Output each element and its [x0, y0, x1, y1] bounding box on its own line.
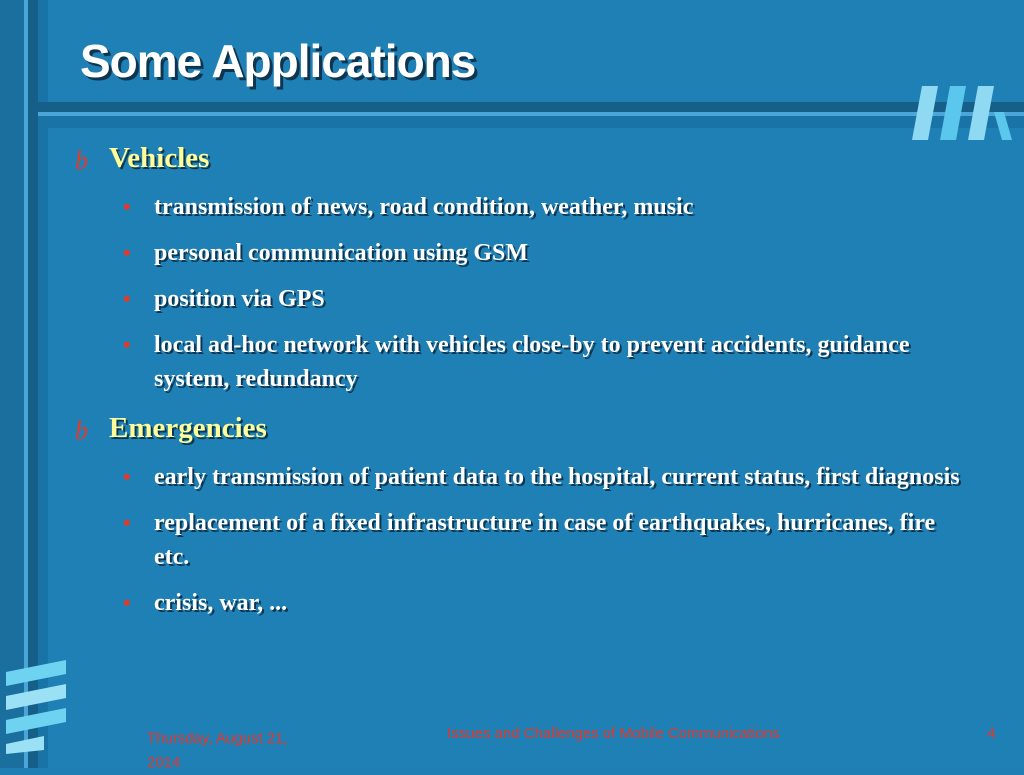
frame-top-bar — [38, 116, 1024, 128]
curly-b-bullet-icon: b — [75, 416, 88, 445]
footer-title: Issues and Challenges of Mobile Communications — [447, 725, 780, 742]
bullet-dot-icon: • — [123, 240, 131, 265]
slide-title: Some Applications — [80, 35, 476, 87]
bullet-dot-icon: • — [123, 286, 131, 311]
bullet-dot-icon: • — [123, 590, 131, 615]
list-item — [72, 190, 972, 224]
section-heading: Vehicles — [109, 142, 210, 174]
list-item-text: crisis, war, ... — [154, 590, 288, 616]
curly-b-bullet-icon: b — [75, 146, 88, 175]
list-item-text: personal communication using GSM — [154, 240, 529, 266]
list-item-text: early transmission of patient data to the hospital, current status, first diagnosis — [154, 464, 960, 490]
list-item — [72, 506, 972, 574]
list-item — [72, 282, 972, 316]
section-vehicles — [72, 138, 972, 178]
list-item-text: local ad-hoc network with vehicles close-by to prevent accidents, guidance system, redundancy — [154, 332, 910, 392]
list-item — [72, 236, 972, 270]
bullet-dot-icon: • — [123, 332, 131, 357]
list-item — [72, 460, 972, 494]
frame-left-shadow — [28, 0, 38, 768]
stripes-corner-icon — [4, 658, 70, 754]
section-heading: Emergencies — [109, 412, 267, 444]
slide-content — [72, 134, 972, 620]
list-item — [72, 328, 972, 396]
list-item-text: transmission of news, road condition, weather, music — [154, 194, 694, 220]
frame-left-bar — [0, 0, 24, 768]
section-emergencies — [72, 408, 972, 448]
list-item — [72, 586, 972, 620]
list-item-text: replacement of a fixed infrastructure in case of earthquakes, hurricanes, fire etc. — [154, 510, 936, 570]
bullet-dot-icon: • — [123, 464, 131, 489]
list-item-text: position via GPS — [154, 286, 325, 312]
bullet-dot-icon: • — [123, 194, 131, 219]
frame-top-shadow — [38, 102, 1024, 112]
footer-date: Thursday, August 21, 2014 — [147, 730, 288, 771]
page-number: 4 — [987, 725, 996, 742]
bullet-dot-icon: • — [123, 510, 131, 535]
